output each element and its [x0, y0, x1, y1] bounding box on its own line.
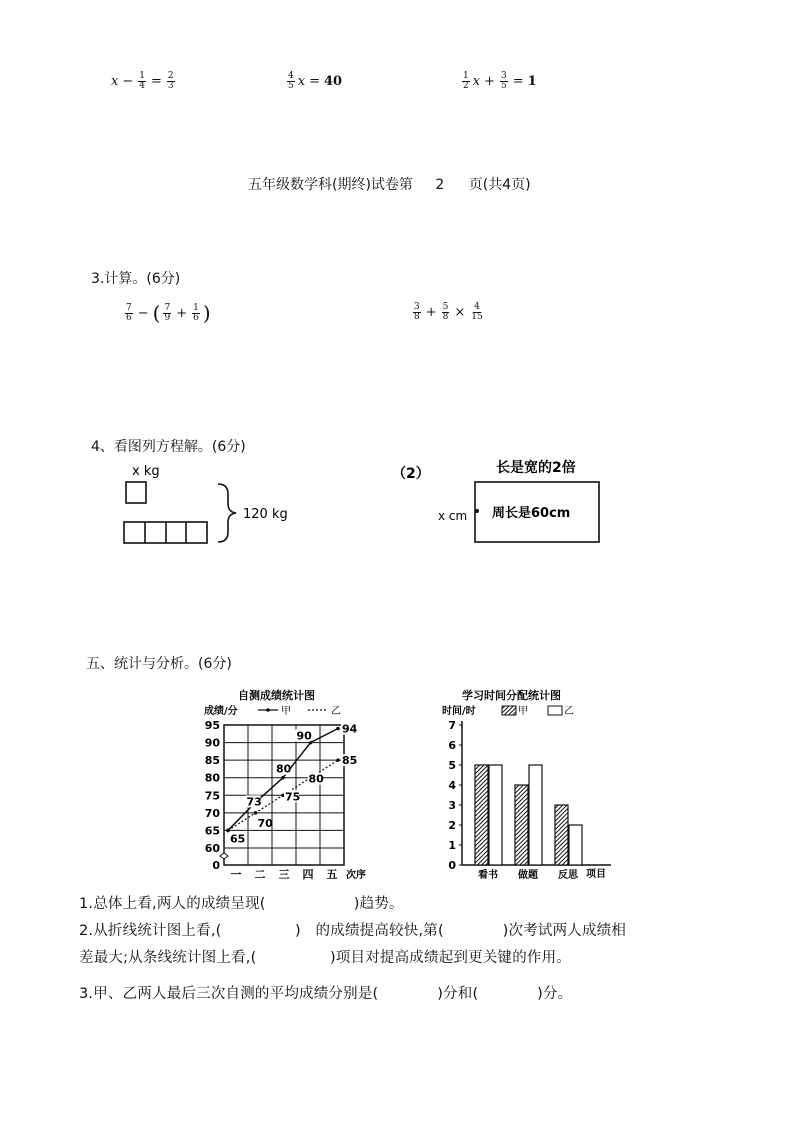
line-chart-xtick: 二	[254, 868, 266, 881]
eq2-frac1: $\frac{4}{5}$	[288, 71, 294, 91]
unit-label: x kg	[132, 464, 160, 479]
line-chart-ytick: 60	[204, 842, 220, 855]
eq1-equals: =	[150, 74, 162, 89]
eq1-op: −	[122, 74, 134, 89]
question-2b: 差最大;从条线统计图上看,( )项目对提高成绩起到更关键的作用。	[79, 950, 572, 966]
section5-title: 五、统计与分析。(6分)	[86, 656, 232, 672]
bar-乙-反思	[569, 825, 582, 865]
section4-left-figure	[118, 458, 318, 550]
eq2-var: x	[297, 74, 306, 89]
eq3-frac1: $\frac{1}{2}$	[463, 71, 469, 91]
bar-ytick: 4	[448, 779, 456, 792]
calc-expr-1	[124, 303, 211, 323]
inner-label: 周长是60cm	[492, 506, 571, 521]
line-chart-ytick: 75	[204, 789, 220, 803]
line-chart-xtick: 五	[326, 868, 338, 881]
side-label: x cm	[438, 509, 468, 523]
eq3-frac2: $\frac{3}{5}$	[500, 71, 507, 91]
line-data-label: 73	[246, 795, 262, 809]
bar-xtick: 看书	[478, 870, 498, 881]
bar-chart	[436, 685, 616, 885]
line-chart-xlabel: 次序	[346, 870, 366, 881]
bar-乙-做题	[529, 765, 542, 865]
bar-甲-反思	[555, 805, 568, 865]
line-chart-xtick: 一	[230, 868, 242, 881]
footer-text: 五年级数学科(期终)试卷第	[248, 177, 413, 193]
section4-right-figure	[392, 456, 607, 548]
question-3: 3.甲、乙两人最后三次自测的平均成绩分别是( )分和( )分。	[79, 986, 573, 1002]
bar-xtick: 做题	[518, 870, 538, 881]
line-point-乙	[336, 758, 340, 762]
question-2a: 2.从折线统计图上看,( ) 的成绩提高较快,第( )次考试两人成绩相	[79, 923, 627, 939]
eq1-frac1: $\frac{1}{4}$	[139, 71, 145, 91]
expr2-plus: +	[425, 305, 437, 320]
eq1-frac2: $\frac{2}{3}$	[167, 71, 174, 91]
line-data-label: 94	[342, 722, 358, 736]
eq2-equals: =	[309, 74, 320, 89]
bar-chart-xticks	[478, 868, 579, 881]
expr1-lparen: (	[152, 301, 161, 325]
line-chart-ytick: 95	[204, 719, 220, 732]
expr1-minus: −	[137, 305, 149, 321]
bar-ytick: 3	[448, 799, 456, 812]
bar-xtick: 反思	[558, 870, 578, 881]
bar-chart-legend	[502, 705, 574, 717]
line-data-label: 80	[308, 772, 324, 786]
line-chart-ytick: 65	[204, 824, 220, 838]
total-label: 120 kg	[243, 507, 288, 522]
eq2-rhs: 40	[323, 74, 343, 89]
expr2-frac-c: $\frac{4}{15}$	[471, 302, 483, 322]
expr1-frac-c: $\frac{1}{6}$	[193, 302, 199, 323]
line-data-label: 85	[342, 754, 358, 768]
bar-ytick: 0	[448, 859, 456, 872]
bar-chart-ylabel: 时间/时	[442, 706, 476, 717]
bar-ytick: 5	[448, 759, 456, 772]
bar-乙-看书	[489, 765, 502, 865]
equation-3	[461, 72, 537, 91]
eq1-var: x	[111, 74, 119, 89]
line-point-乙	[254, 811, 258, 815]
bar-ytick: 7	[448, 719, 456, 732]
equation-1	[111, 72, 176, 91]
line-chart-xtick: 三	[278, 868, 290, 881]
legend-jia: 甲	[281, 706, 291, 717]
line-chart-title: 自测成绩统计图	[238, 689, 315, 702]
bar-chart-bars	[475, 765, 582, 865]
expr2-frac-a: $\frac{3}{8}$	[414, 302, 420, 322]
bar-legend-yi: 乙	[564, 706, 574, 717]
bar-ytick: 1	[448, 839, 456, 852]
line-chart-xticks	[231, 868, 338, 881]
bar-ytick: 6	[448, 739, 456, 752]
line-chart-legend	[258, 705, 341, 717]
calc-expr-2	[412, 303, 485, 322]
bar-甲-做题	[515, 785, 528, 865]
equation-2	[286, 72, 342, 91]
line-chart-ytick: 0	[212, 859, 220, 872]
unit-box	[126, 482, 146, 503]
expr1-rparen: )	[202, 301, 211, 325]
eq3-rhs: 1	[527, 74, 537, 89]
bar-甲-看书	[475, 765, 488, 865]
line-data-label: 90	[296, 729, 312, 743]
line-chart-ytick: 85	[204, 754, 220, 768]
line-point-甲	[281, 776, 285, 780]
footer-page: 2	[435, 177, 445, 193]
expr2-times: ×	[454, 305, 466, 320]
line-point-甲	[336, 727, 340, 731]
problem-number: （2）	[392, 466, 430, 482]
line-data-label: 75	[285, 790, 301, 804]
bar-chart-xlabel: 项目	[586, 869, 606, 880]
legend-yi: 乙	[331, 706, 341, 717]
line-data-label: 70	[257, 816, 273, 830]
expr1-frac-a: $\frac{7}{6}$	[126, 302, 132, 323]
eq3-equals: =	[512, 74, 524, 89]
bar-chart-yticks	[448, 719, 462, 872]
top-label: 长是宽的2倍	[496, 460, 576, 476]
bar-legend-jia: 甲	[518, 706, 528, 717]
line-chart-ytick: 90	[204, 736, 220, 750]
bar-ytick: 2	[448, 819, 456, 832]
line-chart-ylabel: 成绩/分	[204, 706, 238, 717]
question-1: 1.总体上看,两人的成绩呈现( )趋势。	[79, 896, 404, 912]
line-chart	[198, 685, 370, 885]
eq3-op: +	[484, 74, 495, 89]
page-footer	[248, 174, 531, 194]
section3-title: 3.计算。(6分)	[91, 271, 181, 287]
line-chart-yticks	[205, 719, 221, 872]
footer-total: 页(共4页)	[468, 177, 531, 193]
expr1-frac-b: $\frac{7}{9}$	[164, 302, 171, 323]
bar-chart-title: 学习时间分配统计图	[462, 689, 561, 702]
line-chart-ytick: 80	[204, 771, 220, 785]
curly-brace	[218, 484, 236, 542]
line-chart-ytick: 70	[204, 806, 220, 820]
section4-title: 4、看图列方程解。(6分)	[91, 439, 246, 455]
expr2-frac-b: $\frac{5}{8}$	[442, 302, 449, 322]
axis-break	[220, 853, 228, 859]
eq3-var: x	[472, 74, 481, 89]
line-data-label: 80	[276, 762, 292, 776]
line-chart-xtick: 四	[302, 868, 314, 881]
expr1-plus: +	[176, 305, 188, 321]
line-data-label: 65	[230, 832, 246, 846]
